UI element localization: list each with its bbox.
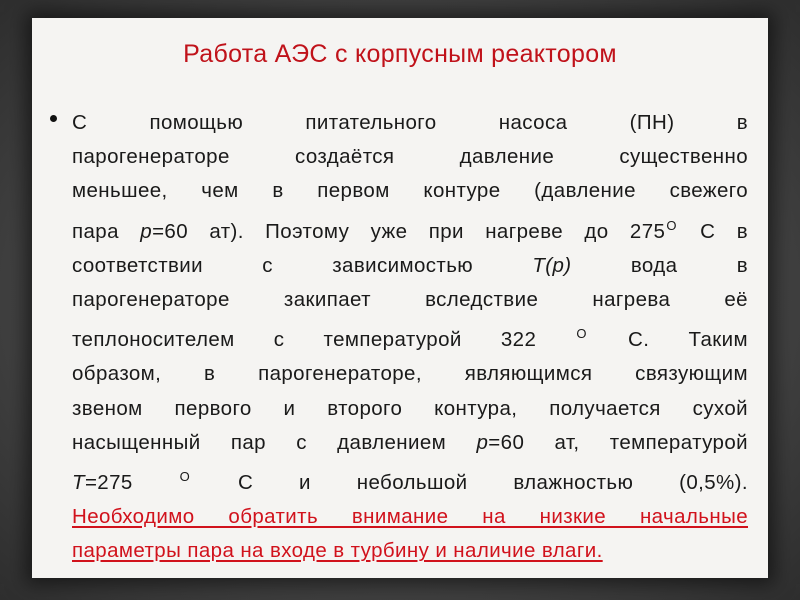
text-line [72,209,748,249]
text-line: С помощью питательного насоса (ПН) в [72,111,748,134]
text-line: парогенераторе создаётся давление существенно [72,145,748,169]
degree-mark: О [576,326,587,342]
text-line [72,426,748,460]
bullet-text [72,106,748,569]
pressure-symbol: p [476,430,489,454]
temperature-symbol: T [72,471,85,495]
text-fragment: теплоносителем с температурой 322 [72,328,576,352]
text-line: образом, в парогенераторе, являющимся связующим [72,362,748,386]
slide-title: Работа АЭС с корпусным реактором [183,40,617,68]
text-line: меньшее, чем в первом контуре (давление свежего [72,179,748,203]
text-fragment: С и небольшой влажностью (0,5%). [192,471,749,495]
degree-mark: О [666,217,677,233]
function-symbol: Т(p) [532,253,572,277]
text-fragment: С. Таким [588,328,749,352]
text-line: парогенераторе закипает вследствие нагрева её [72,288,748,312]
bullet-dot-icon [50,115,57,122]
text-fragment: =60 ат). Поэтому уже при нагреве до 275 [152,219,666,243]
text-fragment: =275 [84,471,179,495]
text-fragment: =60 ат, температурой [488,430,748,454]
text-line [72,249,748,283]
highlight-line: параметры пара на входе в турбину и наличие влаги. [72,539,603,563]
pressure-symbol: p [140,219,153,243]
text-fragment: насыщенный пар с давлением [72,430,477,454]
text-line [72,460,748,500]
slide [32,18,768,578]
text-line [72,317,748,357]
degree-mark: О [179,469,191,485]
text-fragment: С в [678,219,749,243]
highlight-line: Необходимо обратить внимание на низкие начальные [72,505,748,529]
text-fragment: вода в [571,253,748,277]
text-fragment: соответствии с зависимостью [72,253,533,277]
text-line: звеном первого и второго контура, получается сухой [72,396,748,420]
text-fragment: пара [72,219,141,243]
